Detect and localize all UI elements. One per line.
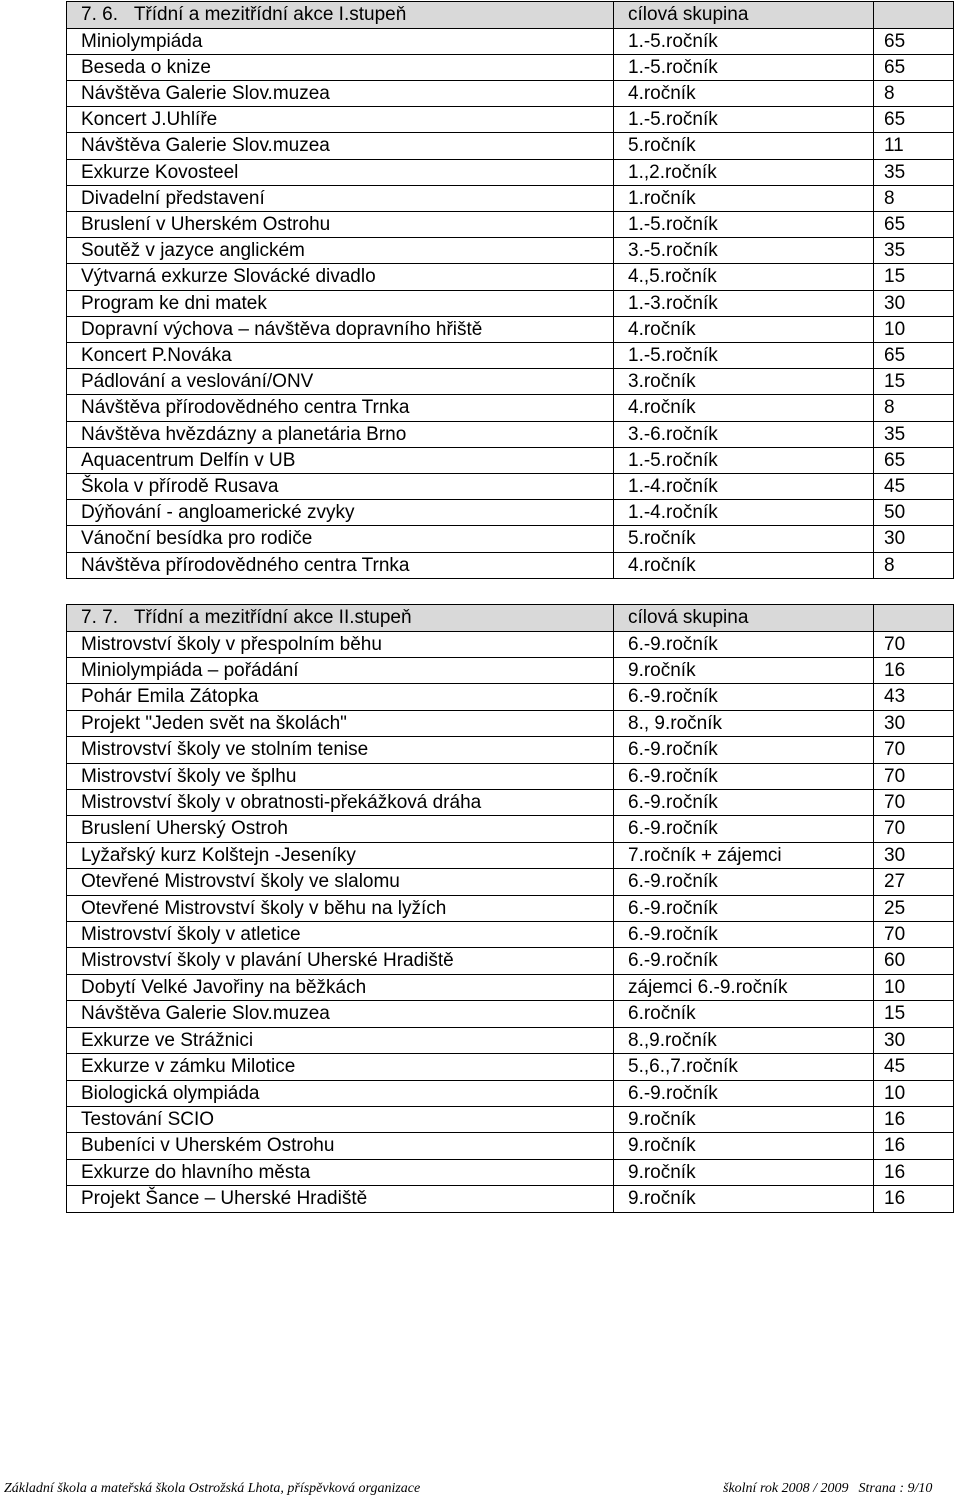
- participant-count: 15: [874, 264, 954, 290]
- target-group: 1.ročník: [614, 185, 874, 211]
- target-group: 1.-5.ročník: [614, 212, 874, 238]
- table-row: [67, 1027, 954, 1053]
- participant-count: 35: [874, 159, 954, 185]
- activity-name: Testování SCIO: [67, 1106, 614, 1132]
- table-row: [67, 343, 954, 369]
- activity-name: Bruslení v Uherském Ostrohu: [67, 212, 614, 238]
- table-row: [67, 1080, 954, 1106]
- participant-count: 30: [874, 290, 954, 316]
- activity-name: Návštěva Galerie Slov.muzea: [67, 81, 614, 107]
- target-group: 6.-9.ročník: [614, 948, 874, 974]
- table-row: [67, 81, 954, 107]
- activity-name: Projekt "Jeden svět na školách": [67, 710, 614, 736]
- participant-count: 8: [874, 552, 954, 578]
- activity-name: Lyžařský kurz Kolštejn -Jeseníky: [67, 842, 614, 868]
- target-group: 4.ročník: [614, 395, 874, 421]
- target-group: 6.ročník: [614, 1001, 874, 1027]
- target-group: 1.-5.ročník: [614, 447, 874, 473]
- table-row: [67, 895, 954, 921]
- target-group: 3.ročník: [614, 369, 874, 395]
- activity-name: Mistrovství školy v přespolním běhu: [67, 631, 614, 657]
- participant-count: 50: [874, 500, 954, 526]
- target-group: 9.ročník: [614, 1106, 874, 1132]
- section-heading: [67, 2, 614, 29]
- target-group: 6.-9.ročník: [614, 816, 874, 842]
- target-group: 1.-5.ročník: [614, 28, 874, 54]
- participant-count: 70: [874, 737, 954, 763]
- activity-name: Divadelní představení: [67, 185, 614, 211]
- activity-name: Návštěva Galerie Slov.muzea: [67, 1001, 614, 1027]
- target-group: 1.-5.ročník: [614, 54, 874, 80]
- table-row: [67, 185, 954, 211]
- participant-count: 45: [874, 1054, 954, 1080]
- table-row: [67, 1186, 954, 1212]
- table-row: [67, 395, 954, 421]
- participant-count: 65: [874, 107, 954, 133]
- target-group: 3.-5.ročník: [614, 238, 874, 264]
- participant-count: 65: [874, 54, 954, 80]
- table-row: [67, 290, 954, 316]
- participant-count: 15: [874, 369, 954, 395]
- target-group: 6.-9.ročník: [614, 869, 874, 895]
- activity-name: Vánoční besídka pro rodiče: [67, 526, 614, 552]
- participant-count: 65: [874, 212, 954, 238]
- participant-count: 35: [874, 238, 954, 264]
- table-row: [67, 238, 954, 264]
- participant-count: 70: [874, 790, 954, 816]
- table-header-row: [67, 2, 954, 29]
- target-group: 4.ročník: [614, 316, 874, 342]
- activity-name: Návštěva přírodovědného centra Trnka: [67, 552, 614, 578]
- participant-count: 8: [874, 81, 954, 107]
- target-group: 9.ročník: [614, 1186, 874, 1212]
- section-number: 7. 7.: [81, 607, 118, 628]
- activity-name: Mistrovství školy ve stolním tenise: [67, 737, 614, 763]
- target-group: 1.-4.ročník: [614, 474, 874, 500]
- target-group: 9.ročník: [614, 658, 874, 684]
- participant-count: 30: [874, 1027, 954, 1053]
- table-row: [67, 684, 954, 710]
- participant-count: 16: [874, 658, 954, 684]
- activity-name: Mistrovství školy v atletice: [67, 922, 614, 948]
- participant-count: 30: [874, 526, 954, 552]
- target-group: 7.ročník + zájemci: [614, 842, 874, 868]
- table-row: [67, 264, 954, 290]
- participant-count: 45: [874, 474, 954, 500]
- section-heading: [67, 605, 614, 632]
- participant-count: 43: [874, 684, 954, 710]
- participant-count: 10: [874, 974, 954, 1000]
- activity-name: Dýňování - angloamerické zvyky: [67, 500, 614, 526]
- table-row: [67, 316, 954, 342]
- footer-right: [723, 1481, 942, 1497]
- target-group: 6.-9.ročník: [614, 763, 874, 789]
- target-group: 1.-4.ročník: [614, 500, 874, 526]
- footer-school: Základní škola a mateřská škola Ostrožská Lhota, příspěvková organizace: [4, 1481, 421, 1496]
- table-row: [67, 500, 954, 526]
- target-group: 3.-6.ročník: [614, 421, 874, 447]
- page-footer: [0, 1481, 960, 1501]
- activity-name: Dopravní výchova – návštěva dopravního hřiště: [67, 316, 614, 342]
- table-row: [67, 474, 954, 500]
- activity-name: Dobytí Velké Javořiny na běžkách: [67, 974, 614, 1000]
- activity-name: Bubeníci v Uherském Ostrohu: [67, 1133, 614, 1159]
- activity-name: Návštěva přírodovědného centra Trnka: [67, 395, 614, 421]
- table-row: [67, 1001, 954, 1027]
- participant-count: 30: [874, 842, 954, 868]
- target-group: 4.ročník: [614, 552, 874, 578]
- activity-name: Otevřené Mistrovství školy ve slalomu: [67, 869, 614, 895]
- target-group: 9.ročník: [614, 1159, 874, 1185]
- table-row: [67, 763, 954, 789]
- table-row: [67, 658, 954, 684]
- table-row: [67, 54, 954, 80]
- target-group: 6.-9.ročník: [614, 1080, 874, 1106]
- table-first-stage: [66, 1, 954, 579]
- activity-name: Exkurze v zámku Milotice: [67, 1054, 614, 1080]
- table-row: [67, 1159, 954, 1185]
- target-group: 6.-9.ročník: [614, 922, 874, 948]
- participant-count: 35: [874, 421, 954, 447]
- participant-count: 30: [874, 710, 954, 736]
- participant-count: 16: [874, 1106, 954, 1132]
- participant-count: 70: [874, 922, 954, 948]
- footer-page: Strana : 9/10: [858, 1481, 933, 1496]
- activity-name: Exkurze do hlavního města: [67, 1159, 614, 1185]
- footer-year: školní rok 2008 / 2009: [723, 1481, 849, 1496]
- table-row: [67, 28, 954, 54]
- participant-count: 70: [874, 631, 954, 657]
- target-group: 6.-9.ročník: [614, 790, 874, 816]
- table-row: [67, 631, 954, 657]
- activity-name: Projekt Šance – Uherské Hradiště: [67, 1186, 614, 1212]
- audience-header: cílová skupina: [614, 2, 874, 29]
- target-group: zájemci 6.-9.ročník: [614, 974, 874, 1000]
- target-group: 5.ročník: [614, 133, 874, 159]
- participant-count: 16: [874, 1186, 954, 1212]
- target-group: 8., 9.ročník: [614, 710, 874, 736]
- table-row: [67, 1133, 954, 1159]
- activity-name: Výtvarná exkurze Slovácké divadlo: [67, 264, 614, 290]
- table-row: [67, 922, 954, 948]
- participant-count: 11: [874, 133, 954, 159]
- activity-name: Návštěva hvězdázny a planetária Brno: [67, 421, 614, 447]
- table-second-stage: [66, 604, 954, 1213]
- target-group: 6.-9.ročník: [614, 737, 874, 763]
- participant-count: 16: [874, 1159, 954, 1185]
- activity-name: Exkurze Kovosteel: [67, 159, 614, 185]
- table-row: [67, 790, 954, 816]
- activity-name: Miniolympiáda: [67, 28, 614, 54]
- table-row: [67, 710, 954, 736]
- activity-name: Soutěž v jazyce anglickém: [67, 238, 614, 264]
- target-group: 9.ročník: [614, 1133, 874, 1159]
- target-group: 1.-5.ročník: [614, 107, 874, 133]
- table-row: [67, 1054, 954, 1080]
- target-group: 5.,6.,7.ročník: [614, 1054, 874, 1080]
- table-row: [67, 107, 954, 133]
- activity-name: Škola v přírodě Rusava: [67, 474, 614, 500]
- activity-name: Mistrovství školy ve šplhu: [67, 763, 614, 789]
- participant-count: 8: [874, 185, 954, 211]
- activity-name: Pádlování a veslování/ONV: [67, 369, 614, 395]
- table-row: [67, 133, 954, 159]
- count-header: [874, 605, 954, 632]
- table-row: [67, 1106, 954, 1132]
- table-row: [67, 447, 954, 473]
- table-row: [67, 869, 954, 895]
- table-row: [67, 369, 954, 395]
- table-row: [67, 816, 954, 842]
- participant-count: 65: [874, 447, 954, 473]
- target-group: 5.ročník: [614, 526, 874, 552]
- target-group: 1.,2.ročník: [614, 159, 874, 185]
- audience-header: cílová skupina: [614, 605, 874, 632]
- participant-count: 15: [874, 1001, 954, 1027]
- participant-count: 25: [874, 895, 954, 921]
- table-row: [67, 552, 954, 578]
- activity-name: Návštěva Galerie Slov.muzea: [67, 133, 614, 159]
- participant-count: 65: [874, 343, 954, 369]
- target-group: 1.-3.ročník: [614, 290, 874, 316]
- activity-name: Exkurze ve Strážnici: [67, 1027, 614, 1053]
- table-row: [67, 212, 954, 238]
- target-group: 6.-9.ročník: [614, 684, 874, 710]
- count-header: [874, 2, 954, 29]
- activity-name: Koncert J.Uhlíře: [67, 107, 614, 133]
- participant-count: 10: [874, 316, 954, 342]
- activity-name: Mistrovství školy v plavání Uherské Hradiště: [67, 948, 614, 974]
- activity-name: Miniolympiáda – pořádání: [67, 658, 614, 684]
- participant-count: 27: [874, 869, 954, 895]
- activity-name: Koncert P.Nováka: [67, 343, 614, 369]
- target-group: 6.-9.ročník: [614, 895, 874, 921]
- table-row: [67, 974, 954, 1000]
- activity-name: Mistrovství školy v obratnosti-překážková dráha: [67, 790, 614, 816]
- participant-count: 60: [874, 948, 954, 974]
- table-row: [67, 737, 954, 763]
- activity-name: Aquacentrum Delfín v UB: [67, 447, 614, 473]
- section-title: Třídní a mezitřídní akce I.stupeň: [133, 4, 407, 25]
- participant-count: 70: [874, 816, 954, 842]
- section-number: 7. 6.: [81, 4, 118, 25]
- participant-count: 16: [874, 1133, 954, 1159]
- activity-name: Biologická olympiáda: [67, 1080, 614, 1106]
- target-group: 4.ročník: [614, 81, 874, 107]
- table-row: [67, 842, 954, 868]
- table-row: [67, 526, 954, 552]
- activity-name: Otevřené Mistrovství školy v běhu na lyžích: [67, 895, 614, 921]
- activity-name: Pohár Emila Zátopka: [67, 684, 614, 710]
- target-group: 4.,5.ročník: [614, 264, 874, 290]
- activity-name: Bruslení Uherský Ostroh: [67, 816, 614, 842]
- target-group: 6.-9.ročník: [614, 631, 874, 657]
- table-row: [67, 421, 954, 447]
- participant-count: 10: [874, 1080, 954, 1106]
- participant-count: 8: [874, 395, 954, 421]
- section-title: Třídní a mezitřídní akce II.stupeň: [133, 607, 412, 628]
- table-row: [67, 948, 954, 974]
- table-header-row: [67, 605, 954, 632]
- target-group: 1.-5.ročník: [614, 343, 874, 369]
- participant-count: 65: [874, 28, 954, 54]
- activity-name: Beseda o knize: [67, 54, 614, 80]
- target-group: 8.,9.ročník: [614, 1027, 874, 1053]
- activity-name: Program ke dni matek: [67, 290, 614, 316]
- table-row: [67, 159, 954, 185]
- participant-count: 70: [874, 763, 954, 789]
